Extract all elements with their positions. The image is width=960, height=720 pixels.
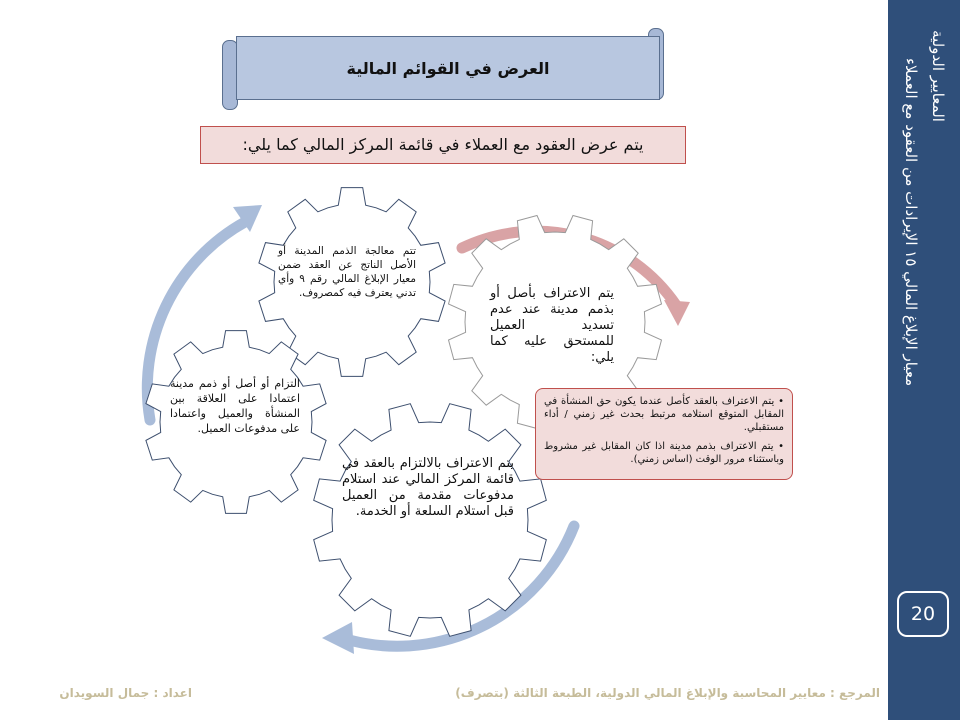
callout-box bbox=[535, 388, 793, 480]
gear-left-text: التزام أو أصل أو ذمم مدينة اعتمادا على العلاقة بين المنشأة والعميل واعتمادا على مدفوعات العميل. bbox=[170, 377, 300, 435]
sidebar-title-series: المعايير الدولية bbox=[929, 30, 947, 122]
page-title: العرض في القوائم المالية bbox=[236, 36, 660, 100]
gear-top-text: تتم معالجة الذمم المدينة أو الأصل الناتج عن العقد ضمن معيار الإبلاغ المالي رقم ٩ وأي تدني يعترف فيه كمصروف. bbox=[278, 245, 416, 299]
gear-bottom-outline bbox=[314, 404, 547, 637]
sidebar-title-standard: معيار الإبلاغ المالي ١٥ الإيرادات من العقود مع العملاء bbox=[902, 58, 920, 387]
footer-reference: المرجع : معايير المحاسبة والإبلاغ المالي الدولية، الطبعة الثالثة (بتصرف) bbox=[455, 686, 880, 700]
gear-bottom bbox=[314, 404, 547, 637]
subtitle-box: يتم عرض العقود مع العملاء في قائمة المركز المالي كما يلي: bbox=[200, 126, 686, 164]
callout-item-1: • يتم الاعتراف بالعقد كأصل عندما يكون حق المنشأة في المقابل المتوقع استلامه مرتبط بحدث غير زمني / أداء مستقبلي. bbox=[544, 396, 784, 433]
gear-right-text: يتم الاعتراف بأصل أو بذمم مدينة عند عدم تسديد العميل للمستحق عليه كما يلي: bbox=[490, 286, 614, 365]
footer-credit: اعداد : جمال السويدان bbox=[59, 686, 192, 700]
arrow-pink-head bbox=[664, 300, 690, 326]
callout-item-2: • يتم الاعتراف بذمم مدينة اذا كان المقابل غير مشروط وباستثناء مرور الوقت (اساس زمني). bbox=[544, 441, 784, 465]
page-number: 20 bbox=[897, 591, 949, 637]
arrow-bottom-head bbox=[322, 622, 354, 654]
gear-bottom-text: يتم الاعتراف بالالتزام بالعقد في قائمة المركز المالي عند استلام مدفوعات مقدمة من العميل قبل استلام السلعة أو الخدمة. bbox=[342, 456, 514, 519]
